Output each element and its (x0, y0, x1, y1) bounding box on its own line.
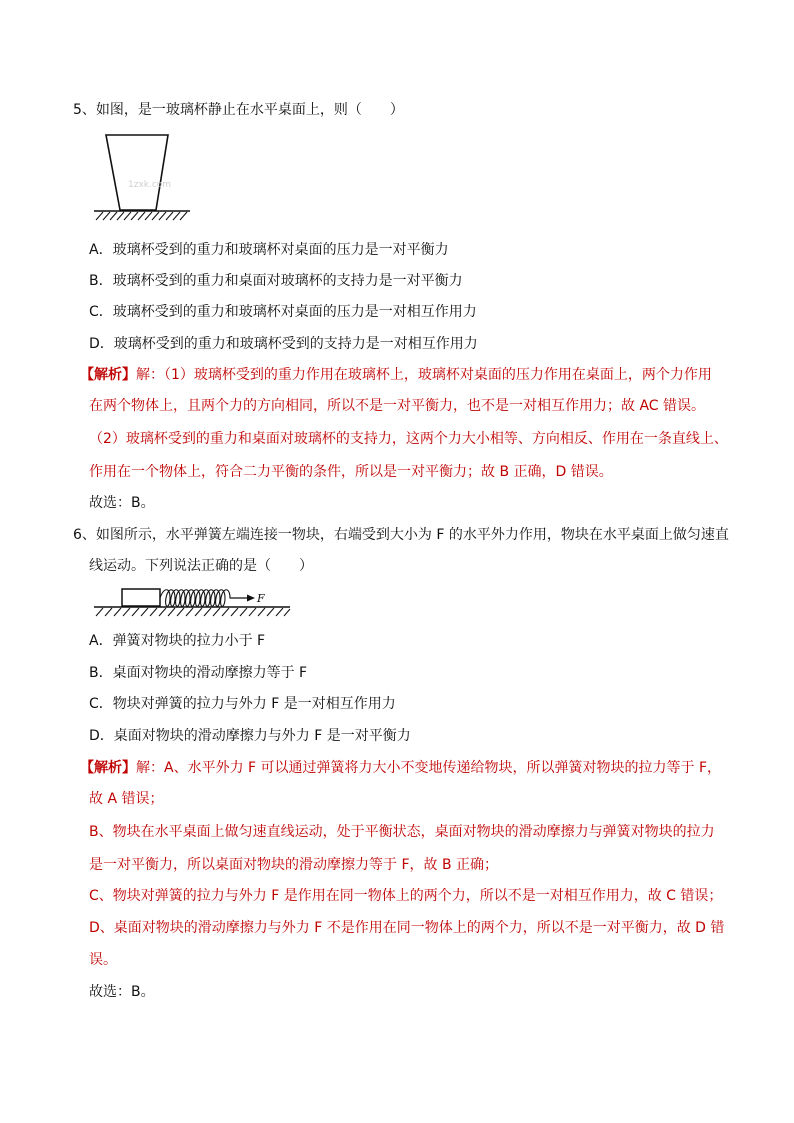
q5-glass-figure (94, 133, 194, 223)
q5-option-c: C．玻璃杯受到的重力和玻璃杯对桌面的压力是一对相互作用力 (89, 304, 477, 320)
block (122, 589, 160, 606)
q6-option-d: D．桌面对物块的滑动摩擦力与外力 F 是一对平衡力 (89, 728, 411, 744)
q6-analysis-line-4: 是一对平衡力，所以桌面对物块的滑动摩擦力等于 F，故 B 正确； (89, 857, 499, 873)
q6-analysis-line-5: C、物块对弹簧的拉力与外力 F 是作用在同一物体上的两个力，所以不是一对相互作用力，故 C 错误； (89, 888, 723, 904)
q6-analysis-line-1 (80, 759, 721, 777)
figure-watermark: 1zxk.com (128, 180, 172, 190)
q6-analysis-tag: 【解析】 (80, 760, 136, 776)
glass-cup (106, 135, 168, 210)
q6-analysis-text-1: 解：A、水平外力 F 可以通过弹簧将力大小不变地传递给物块，所以弹簧对物块的拉力等于 F， (136, 760, 722, 776)
q6-option-c: C．物块对弹簧的拉力与外力 F 是一对相互作用力 (89, 696, 396, 712)
q5-stem: 5、如图，是一玻璃杯静止在水平桌面上，则（ ） (73, 102, 404, 118)
q6-option-a: A．弹簧对物块的拉力小于 F (89, 633, 266, 649)
force-label: F (257, 592, 265, 605)
q6-analysis-line-6: D、桌面对物块的滑动摩擦力与外力 F 不是作用在同一物体上的两个力，所以不是一对平衡力，故 D 错 (89, 920, 725, 936)
q5-option-d: D．玻璃杯受到的重力和玻璃杯受到的支持力是一对相互作用力 (89, 336, 478, 352)
q6-stem-line-2: 线运动。下列说法正确的是（ ） (89, 558, 313, 574)
q5-analysis-tag: 【解析】 (80, 367, 136, 383)
q5-analysis-line-2: 在两个物体上，且两个力的方向相同，所以不是一对平衡力，也不是一对相互作用力；故 AC 错误。 (89, 398, 706, 414)
q5-analysis-line-3: （2）玻璃杯受到的重力和桌面对玻璃杯的支持力，这两个力大小相等、方向相反、作用在一条直线上、 (89, 431, 728, 447)
force-arrowhead (247, 595, 255, 602)
q6-analysis-line-3: B、物块在水平桌面上做匀速直线运动，处于平衡状态，桌面对物块的滑动摩擦力与弹簧对物块的拉力 (89, 824, 715, 840)
q5-option-a: A．玻璃杯受到的重力和玻璃杯对桌面的压力是一对平衡力 (89, 242, 449, 258)
q5-option-b: B．玻璃杯受到的重力和桌面对玻璃杯的支持力是一对平衡力 (89, 273, 463, 289)
q5-analysis-text-1: 解：（1）玻璃杯受到的重力作用在玻璃杯上，玻璃杯对桌面的压力作用在桌面上，两个力作用 (136, 367, 712, 383)
q6-answer: 故选：B。 (89, 984, 155, 1000)
q6-stem-line-1: 6、如图所示，水平弹簧左端连接一物块，右端受到大小为 F 的水平外力作用，物块在水平桌面上做匀速直 (73, 527, 729, 543)
spring (160, 590, 234, 607)
q6-analysis-line-2: 故 A 错误； (89, 791, 164, 807)
q6-spring-figure (94, 585, 294, 621)
q6-analysis-line-7: 误。 (89, 952, 117, 968)
tabletop-hatching (96, 608, 290, 616)
q6-option-b: B．桌面对物块的滑动摩擦力等于 F (89, 665, 308, 681)
q5-analysis-line-1 (80, 366, 712, 384)
q5-answer: 故选：B。 (89, 495, 155, 511)
q5-analysis-line-4: 作用在一个物体上，符合二力平衡的条件，所以是一对平衡力；故 B 正确，D 错误。 (89, 464, 613, 480)
tabletop-hatching (96, 212, 187, 220)
